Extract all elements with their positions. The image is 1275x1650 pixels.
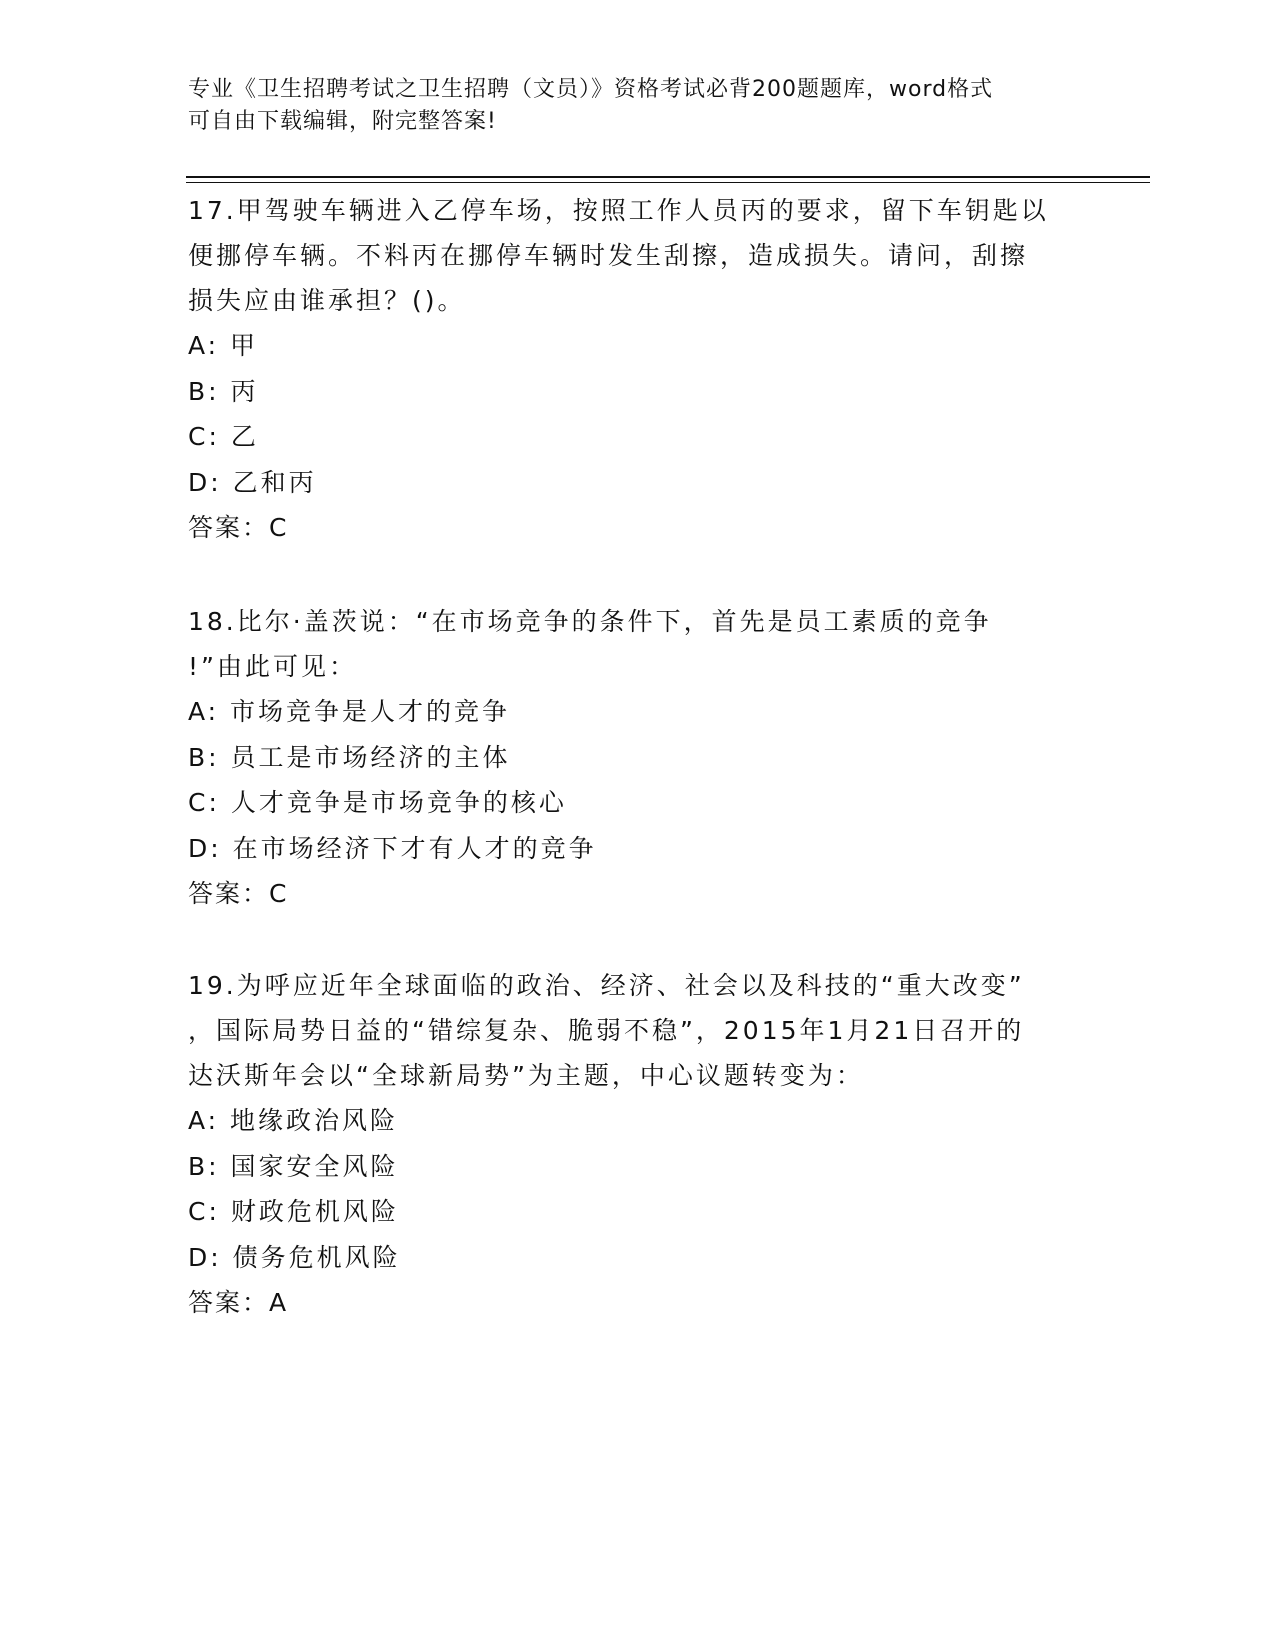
question-18 <box>188 599 1088 917</box>
question-stem-line: 19.为呼应近年全球面临的政治、经济、社会以及科技的“重大改变” <box>188 971 1025 1000</box>
answer: 答案：C <box>188 513 289 542</box>
option-c: C: 财政危机风险 <box>188 1197 399 1226</box>
option-b: B: 国家安全风险 <box>188 1151 399 1181</box>
question-stem-line: 17.甲驾驶车辆进入乙停车场，按照工作人员丙的要求，留下车钥匙以 <box>188 196 1049 225</box>
option-b: B: 丙 <box>188 376 259 406</box>
answer: 答案：A <box>188 1288 289 1317</box>
header-divider-thick <box>186 176 1150 178</box>
answer: 答案：C <box>188 879 289 908</box>
question-stem-line: 达沃斯年会以“全球新局势”为主题，中心议题转变为： <box>188 1061 864 1090</box>
header-line-2: 可自由下载编辑，附完整答案! <box>188 109 497 134</box>
option-d: D: 乙和丙 <box>188 467 317 497</box>
option-a: A: 地缘政治风险 <box>188 1106 399 1135</box>
question-19 <box>188 963 1088 1326</box>
document-header <box>188 74 1088 138</box>
option-a: A: 甲 <box>188 331 259 360</box>
header-divider-thin <box>186 182 1150 183</box>
question-stem-line: 便挪停车辆。不料丙在挪停车辆时发生刮擦，造成损失。请问，刮擦 <box>188 241 1029 270</box>
option-a: A: 市场竞争是人才的竞争 <box>188 697 511 726</box>
option-d: D: 在市场经济下才有人才的竞争 <box>188 833 597 863</box>
question-stem-line: !”由此可见： <box>188 652 357 681</box>
option-b: B: 员工是市场经济的主体 <box>188 742 511 772</box>
option-c: C: 乙 <box>188 422 259 451</box>
question-stem-line: 损失应由谁承担？()。 <box>188 286 466 315</box>
question-stem-line: ，国际局势日益的“错综复杂、脆弱不稳”，2015年1月21日召开的 <box>188 1016 1025 1045</box>
question-17 <box>188 188 1088 551</box>
option-c: C: 人才竞争是市场竞争的核心 <box>188 788 567 817</box>
option-d: D: 债务危机风险 <box>188 1242 401 1272</box>
header-line-1: 专业《卫生招聘考试之卫生招聘（文员）》资格考试必背200题题库，word格式 <box>188 77 994 102</box>
question-stem-line: 18.比尔·盖茨说：“在市场竞争的条件下，首先是员工素质的竞争 <box>188 607 992 636</box>
